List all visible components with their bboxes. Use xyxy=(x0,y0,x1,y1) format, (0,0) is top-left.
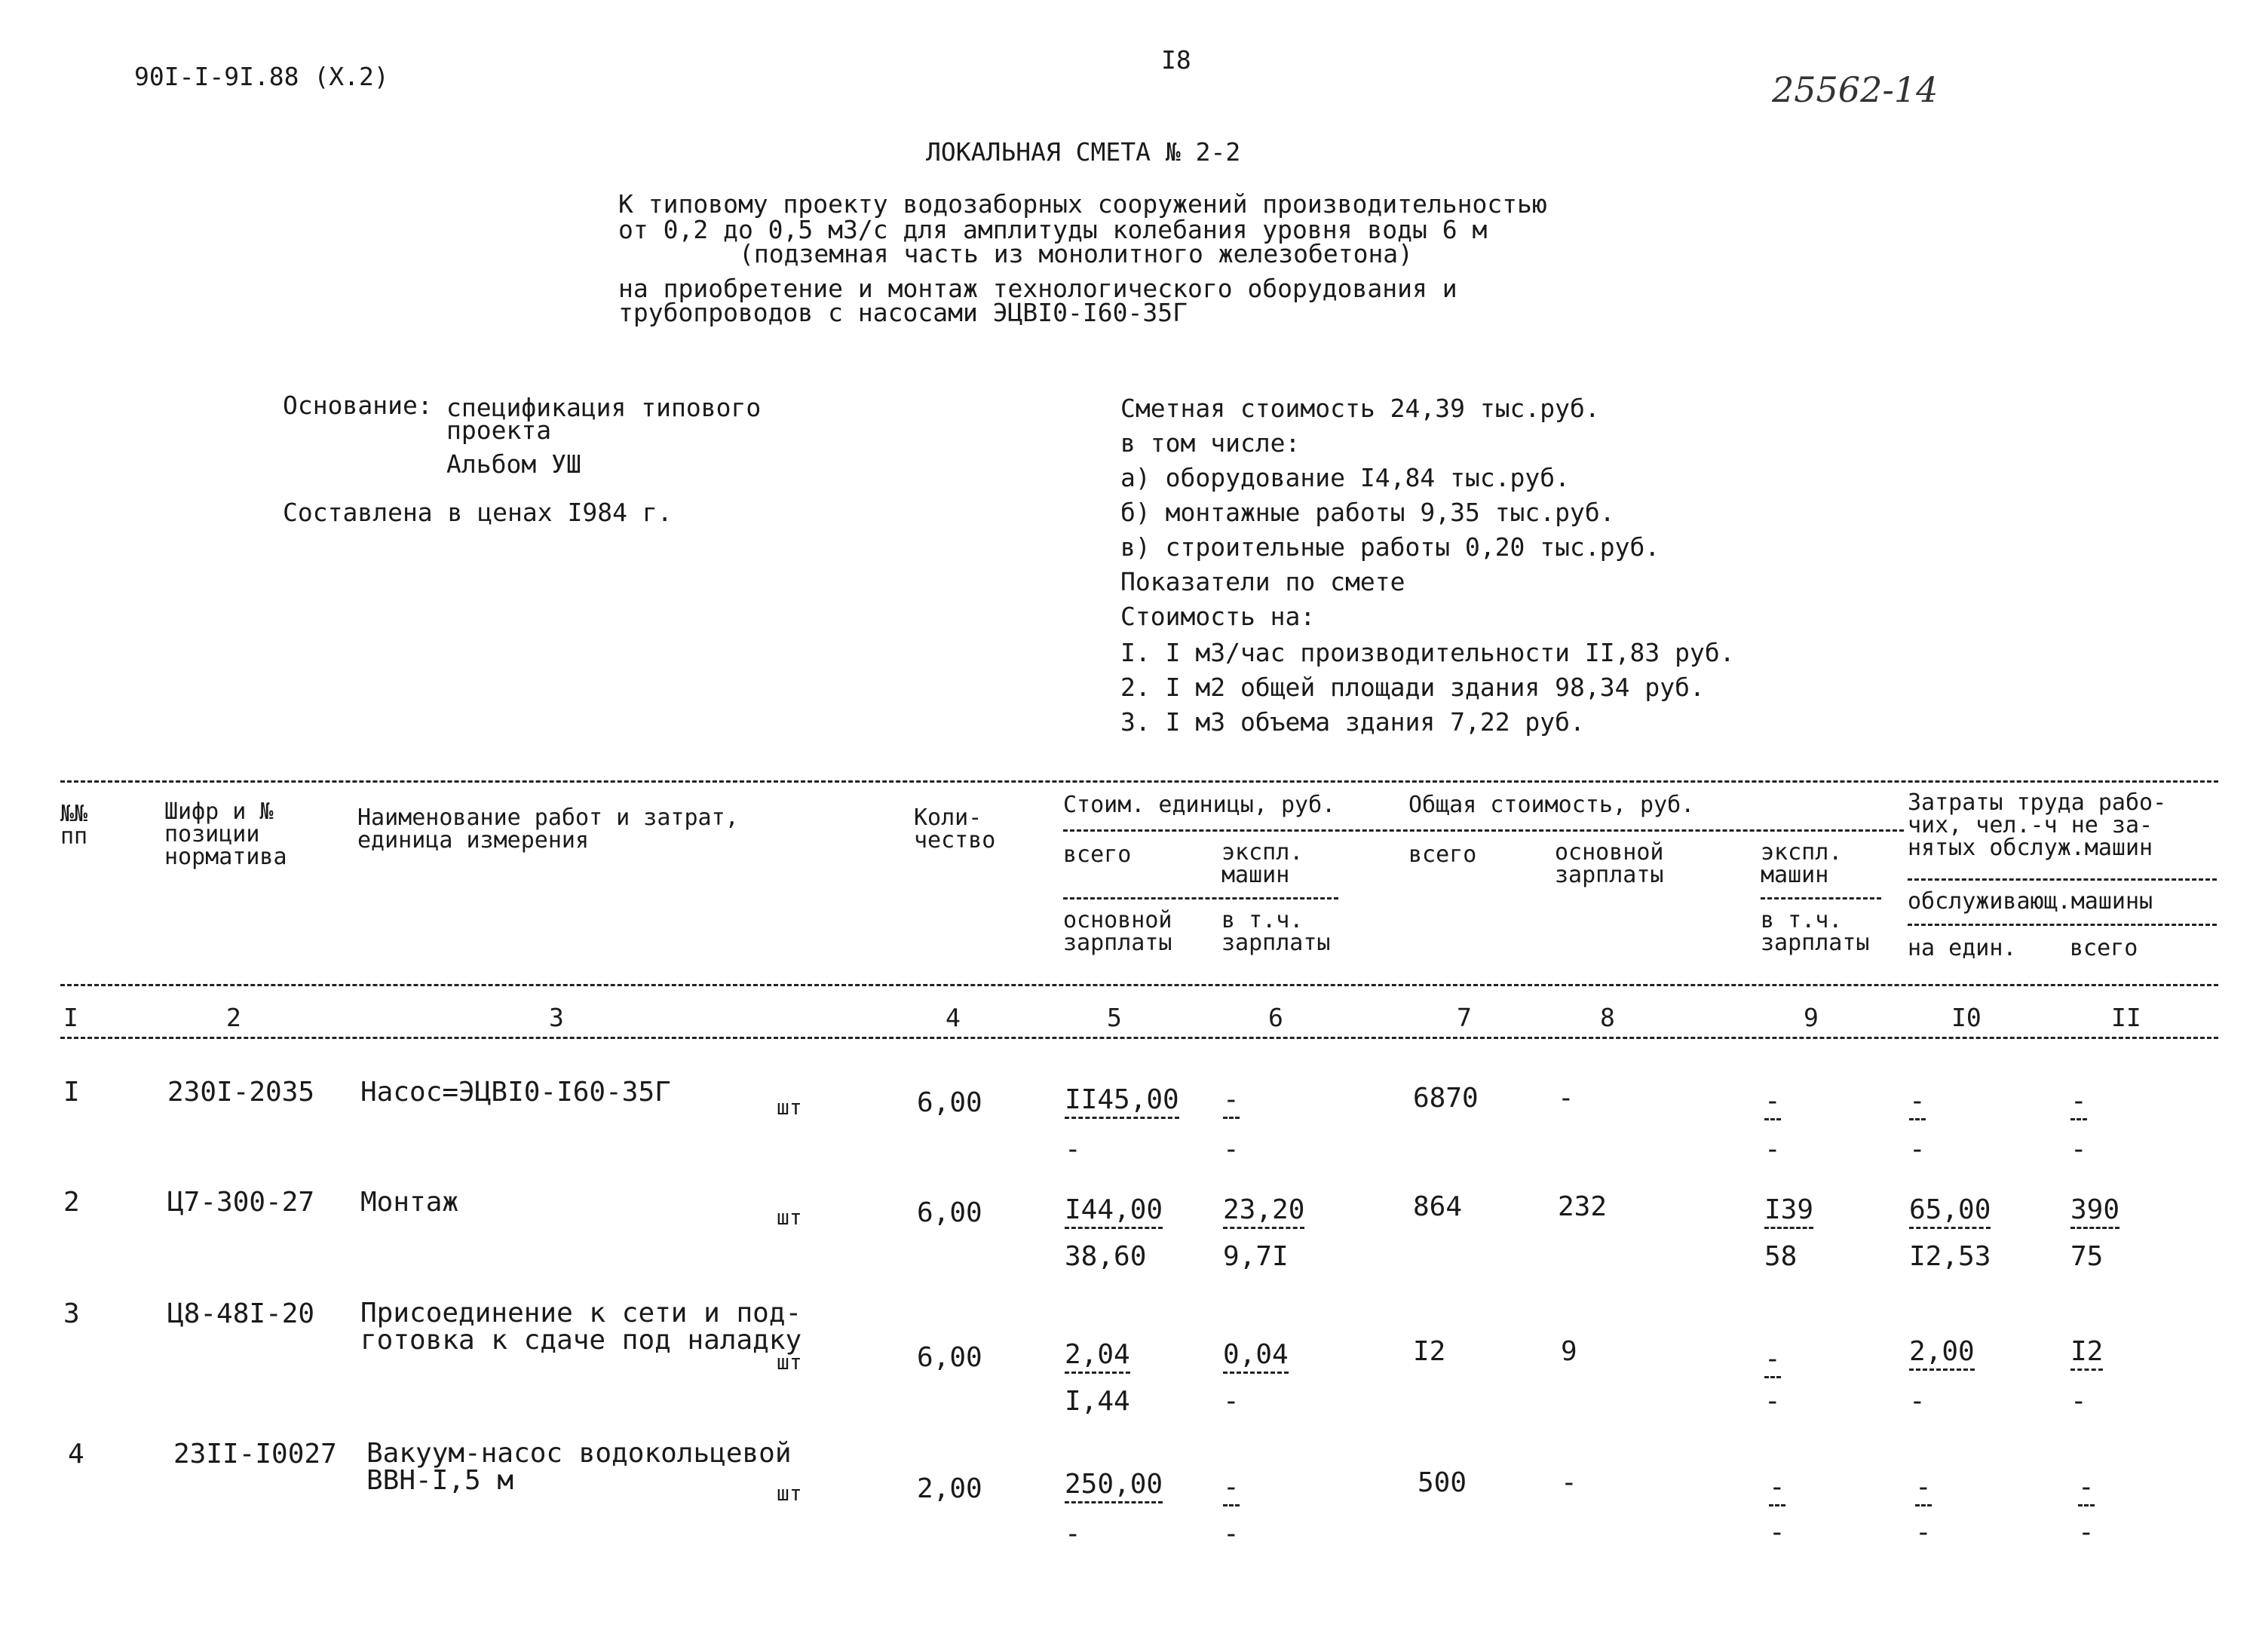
header-sub-line-2 xyxy=(1063,897,1338,900)
row-unit: шт xyxy=(777,1095,802,1120)
labor-total-machines: - xyxy=(2078,1517,2095,1548)
indicator-3: 3. I м3 объема здания 7,22 руб. xyxy=(1120,707,1585,737)
indicators-label: Показатели по смете xyxy=(1120,567,1405,596)
indicator-1: I. I м3/час производительности II,83 руб. xyxy=(1120,638,1735,667)
header-sub-line-5 xyxy=(1908,924,2217,926)
column-numbers-line xyxy=(60,1037,2218,1039)
header-code: Шифр и № позиции норматива xyxy=(164,798,287,870)
labor-per-unit-machines: - xyxy=(1909,1134,1926,1165)
labor-per-unit-machines: - xyxy=(1909,1386,1926,1417)
header-unit-machines: экспл. машин xyxy=(1221,839,1304,888)
estimated-cost: Сметная стоимость 24,39 тыс.руб. xyxy=(1120,394,1600,423)
total-cost: 6870 xyxy=(1413,1083,1479,1114)
row-number: I xyxy=(63,1077,80,1108)
labor-per-unit: - xyxy=(1909,1086,1926,1120)
labor-total-machines: - xyxy=(2070,1134,2087,1165)
row-quantity: 2,00 xyxy=(917,1473,982,1504)
row-code: 230I-2035 xyxy=(167,1077,315,1108)
total-cost: 500 xyxy=(1418,1467,1467,1498)
labor-total-machines: - xyxy=(2070,1386,2087,1417)
column-number: 5 xyxy=(1107,1003,1122,1032)
header-sub-line-1 xyxy=(1063,829,1904,832)
column-number: 6 xyxy=(1268,1003,1283,1032)
row-code: 23II-I0027 xyxy=(173,1439,337,1470)
column-number: I xyxy=(63,1003,78,1032)
unit-cost-salary: I,44 xyxy=(1065,1386,1130,1417)
unit-machine-salary: - xyxy=(1223,1519,1240,1549)
column-number: 8 xyxy=(1600,1003,1615,1032)
title-line-4: на приобретение и монтаж технологического оборудования и xyxy=(618,274,1457,303)
handwritten-number: 25562-14 xyxy=(1772,69,1939,110)
title-line-3: (подземная часть из монолитного железобетона) xyxy=(739,239,1414,268)
total-machines: I39 xyxy=(1764,1194,1813,1229)
column-number: 2 xyxy=(226,1003,241,1032)
title-line-1: К типовому проекту водозаборных сооружений производительностью xyxy=(618,189,1547,219)
row-name: Присоединение к сети и под- готовка к сдаче под наладку xyxy=(360,1298,802,1356)
header-total-machines: экспл. машин xyxy=(1761,839,1843,888)
including-label: в том числе: xyxy=(1120,428,1301,458)
document-code: 90I-I-9I.88 (X.2) xyxy=(134,62,389,91)
column-number: I0 xyxy=(1951,1003,1982,1032)
header-unit-salary: основной зарплаты xyxy=(1063,907,1172,956)
unit-cost-salary: - xyxy=(1065,1519,1081,1549)
labor-per-unit: 2,00 xyxy=(1909,1336,1975,1371)
total-salary: - xyxy=(1561,1467,1577,1498)
total-machines: - xyxy=(1769,1472,1785,1506)
basis-value-1: спецификация типового xyxy=(446,393,762,422)
total-salary: 9 xyxy=(1561,1336,1577,1367)
row-unit: шт xyxy=(777,1350,802,1375)
cost-construction: в) строительные работы 0,20 тыс.руб. xyxy=(1120,532,1660,562)
row-number: 4 xyxy=(68,1439,84,1470)
unit-cost-machines: 0,04 xyxy=(1223,1339,1289,1374)
header-total-all: всего xyxy=(1408,841,1477,868)
column-number: 9 xyxy=(1804,1003,1819,1032)
row-unit: шт xyxy=(777,1481,802,1506)
labor-total-machines: 75 xyxy=(2070,1241,2104,1272)
header-unit-machine-salary: в т.ч. зарплаты xyxy=(1221,907,1331,956)
row-name: Вакуум-насос водокольцевой ВВН-I,5 м xyxy=(366,1438,792,1496)
row-quantity: 6,00 xyxy=(917,1342,982,1373)
total-salary: 232 xyxy=(1558,1191,1608,1222)
unit-cost-salary: - xyxy=(1065,1134,1081,1165)
header-name: Наименование работ и затрат, единица измерения xyxy=(357,805,739,854)
row-quantity: 6,00 xyxy=(917,1087,982,1118)
row-number: 3 xyxy=(63,1298,80,1329)
total-cost: I2 xyxy=(1413,1336,1446,1367)
header-total-salary: основной зарплаты xyxy=(1555,839,1664,888)
unit-machine-salary: - xyxy=(1223,1386,1240,1417)
header-number: №№ пп xyxy=(60,801,88,850)
header-total-machine-salary: в т.ч. зарплаты xyxy=(1761,907,1870,956)
cost-equipment: а) оборудование I4,84 тыс.руб. xyxy=(1120,463,1571,492)
unit-cost-machines: - xyxy=(1223,1472,1240,1506)
header-sub-line-4 xyxy=(1908,878,2217,881)
unit-cost-machines: 23,20 xyxy=(1223,1194,1304,1229)
basis-value-2: проекта xyxy=(446,415,552,445)
column-number: 4 xyxy=(946,1003,961,1032)
header-labor: Затраты труда рабо- чих, чел.-ч не за- нятых обслуж.машин xyxy=(1908,789,2167,861)
row-quantity: 6,00 xyxy=(917,1197,982,1228)
row-name: Монтаж xyxy=(360,1187,459,1218)
labor-total: - xyxy=(2078,1472,2095,1506)
column-number: II xyxy=(2111,1003,2141,1032)
header-total-cost: Общая стоимость, руб. xyxy=(1408,792,1695,818)
title-line-5: трубопроводов с насосами ЭЦВI0-I60-35Г xyxy=(618,298,1188,327)
cost-installation: б) монтажные работы 9,35 тыс.руб. xyxy=(1120,498,1615,527)
basis-album: Альбом УШ xyxy=(446,449,581,479)
unit-cost-total: II45,00 xyxy=(1065,1084,1179,1119)
row-name: Насос=ЭЦВI0-I60-35Г xyxy=(360,1077,671,1108)
total-machines: - xyxy=(1764,1344,1781,1378)
header-sub-line-3 xyxy=(1761,897,1881,900)
header-quantity: Коли- чество xyxy=(914,805,996,854)
total-cost: 864 xyxy=(1413,1191,1463,1222)
total-salary: - xyxy=(1558,1083,1574,1114)
labor-per-unit: - xyxy=(1915,1472,1932,1506)
unit-machine-salary: 9,7I xyxy=(1223,1241,1289,1272)
labor-per-unit-machines: - xyxy=(1915,1517,1932,1548)
labor-per-unit-machines: I2,53 xyxy=(1909,1241,1991,1272)
unit-machine-salary: - xyxy=(1223,1134,1240,1165)
title-line-2: от 0,2 до 0,5 м3/с для амплитуды колебания уровня воды 6 м xyxy=(618,215,1488,244)
unit-cost-total: 2,04 xyxy=(1065,1339,1130,1374)
column-number: 3 xyxy=(549,1003,564,1032)
unit-cost-total: 250,00 xyxy=(1065,1469,1163,1503)
basis-prices: Составлена в ценах I984 г. xyxy=(283,498,673,527)
unit-cost-total: I44,00 xyxy=(1065,1194,1163,1229)
total-machine-salary: 58 xyxy=(1764,1241,1798,1272)
header-labor-total: всего xyxy=(2070,935,2138,961)
header-labor-per-unit: на един. xyxy=(1908,935,2017,961)
column-number: 7 xyxy=(1457,1003,1472,1032)
row-code: Ц7-300-27 xyxy=(167,1187,315,1218)
labor-total: 390 xyxy=(2070,1194,2119,1229)
header-unit-cost: Стоим. единицы, руб. xyxy=(1063,792,1336,818)
row-code: Ц8-48I-20 xyxy=(167,1298,315,1329)
row-number: 2 xyxy=(63,1187,80,1218)
unit-cost-salary: 38,60 xyxy=(1065,1241,1147,1272)
document-title: ЛОКАЛЬНАЯ СМЕТА № 2-2 xyxy=(926,137,1241,167)
page-number: I8 xyxy=(1161,45,1191,75)
total-machine-salary: - xyxy=(1764,1134,1781,1165)
total-machine-salary: - xyxy=(1764,1386,1781,1417)
unit-cost-machines: - xyxy=(1223,1084,1240,1119)
cost-per-label: Стоимость на: xyxy=(1120,602,1316,631)
labor-per-unit: 65,00 xyxy=(1909,1194,1991,1229)
header-bottom-line xyxy=(60,984,2218,986)
header-unit-total: всего xyxy=(1063,841,1132,868)
indicator-2: 2. I м2 общей площади здания 98,34 руб. xyxy=(1120,673,1705,702)
labor-total: I2 xyxy=(2070,1336,2103,1371)
basis-label: Основание: xyxy=(283,391,433,420)
table-top-line xyxy=(60,780,2218,783)
total-machine-salary: - xyxy=(1769,1517,1785,1548)
row-unit: шт xyxy=(777,1205,802,1230)
labor-total: - xyxy=(2070,1086,2087,1120)
header-labor-machines: обслуживающ.машины xyxy=(1908,888,2153,915)
total-machines: - xyxy=(1764,1086,1781,1120)
